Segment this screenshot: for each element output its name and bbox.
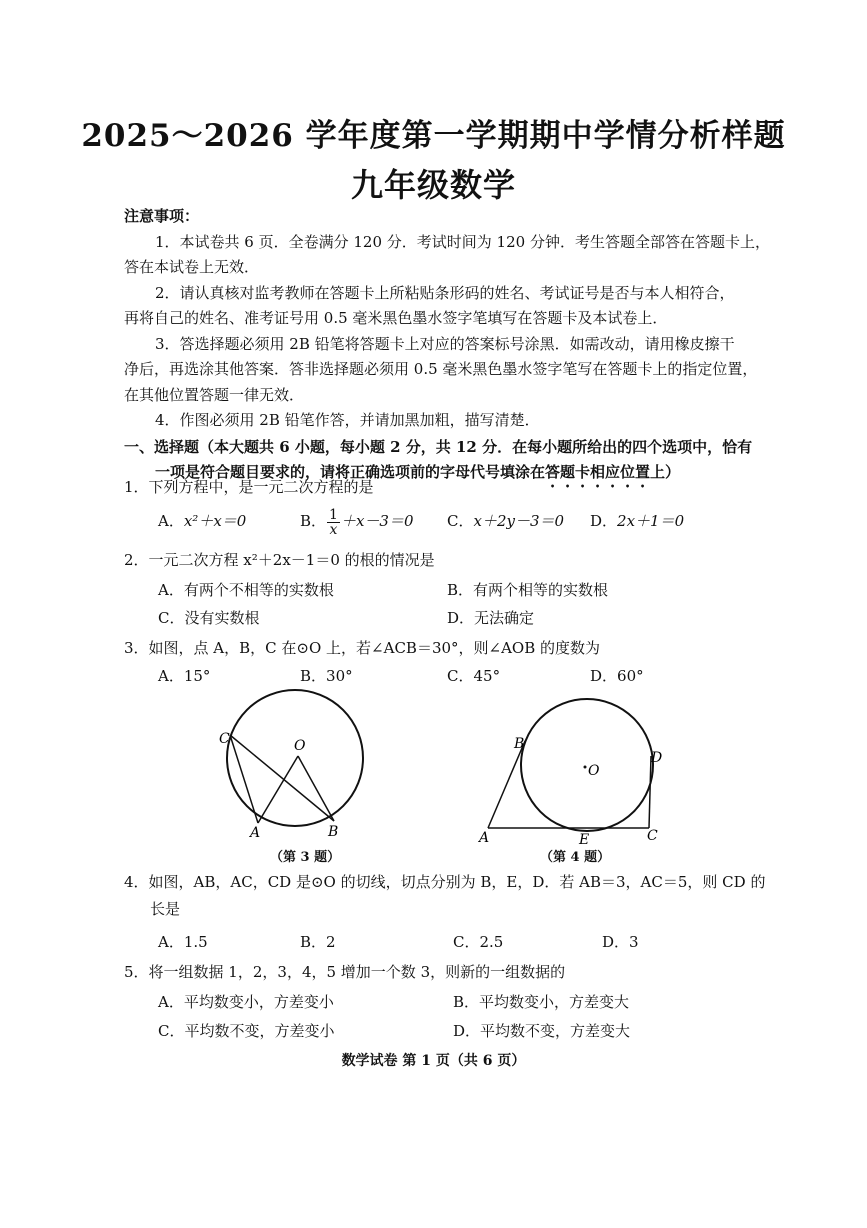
fig3-circle <box>227 690 363 826</box>
q1-option-a-letter: A． <box>158 512 184 530</box>
notice-3-line-1: 3．答选择题必须用 2B 铅笔将答题卡上对应的答案标号涂黑．如需改动，请用橡皮擦干 <box>155 335 735 353</box>
fig4-label-e: E <box>579 832 590 848</box>
fig3-label-o: O <box>294 738 306 754</box>
fig4-label-a: A <box>479 830 490 846</box>
fig4-tangent-ab <box>488 741 525 828</box>
fig4-tangent-cd <box>649 756 651 828</box>
notice-3-line-3: 在其他位置答题一律无效． <box>124 386 305 404</box>
fig3-label-c: C <box>219 731 230 747</box>
notice-1-line-2: 答在本试卷上无效． <box>124 258 260 276</box>
notice-1-line-1: 1．本试卷共 6 页．全卷满分 120 分．考试时间为 120 分钟．考生答题全部答在答题卡上， <box>155 233 770 251</box>
q5-option-b: B．平均数变小，方差变大 <box>453 993 630 1011</box>
fig4-label-d: D <box>651 750 663 766</box>
q5-option-d: D．平均数不变，方差变大 <box>453 1022 631 1040</box>
q3-stem: 3．如图，点 A，B，C 在⊙O 上，若∠ACB＝30°，则∠AOB 的度数为 <box>124 639 601 657</box>
q1-option-b <box>300 506 414 537</box>
fig4-label-o: O <box>588 763 600 779</box>
figure-4-caption: （第 4 题） <box>540 850 611 865</box>
fig4-center-dot <box>584 766 587 769</box>
fig4-circle <box>521 699 653 831</box>
notice-2-line-1: 2．请认真核对监考教师在答题卡上所粘贴条形码的姓名、考试证号是否与本人相符合， <box>155 284 735 302</box>
fig4-label-c: C <box>647 828 658 844</box>
q3-option-c: C．45° <box>447 667 501 685</box>
page-footer: 数学试卷 第 1 页（共 6 页） <box>341 1053 526 1069</box>
q2-stem: 2．一元二次方程 x²＋2x－1＝0 的根的情况是 <box>124 551 435 569</box>
exam-subtitle: 九年级数学 <box>350 166 516 204</box>
q4-option-a: A．1.5 <box>158 933 208 951</box>
q5-option-c: C．平均数不变，方差变小 <box>158 1022 335 1040</box>
q1-option-c <box>447 511 564 531</box>
q1-option-c-letter: C． <box>447 512 474 530</box>
q2-option-a: A．有两个不相等的实数根 <box>158 581 334 599</box>
q4-option-b: B．2 <box>300 933 336 951</box>
fig3-segment-ca <box>230 735 258 823</box>
fig3-segment-cb <box>230 735 334 821</box>
q3-option-a: A．15° <box>158 667 211 685</box>
q2-option-b: B．有两个相等的实数根 <box>447 581 609 599</box>
section-1-line-2-post: 上） <box>650 463 681 481</box>
notice-4-line-1: 4．作图必须用 2B 铅笔作答，并请加黑加粗，描写清楚． <box>155 411 540 429</box>
q1-fraction-denominator: x <box>329 521 338 538</box>
q1-option-a-expr: x²＋x＝0 <box>183 512 247 530</box>
q4-option-c: C．2.5 <box>453 933 504 951</box>
q2-option-c: C．没有实数根 <box>158 609 260 627</box>
q1-option-d-expr: 2x＋1＝0 <box>617 512 685 530</box>
q4-stem-line-2: 长是 <box>150 900 181 918</box>
q2-option-d: D．无法确定 <box>447 609 535 627</box>
fig4-label-b: B <box>514 736 525 752</box>
fig3-label-b: B <box>328 824 339 840</box>
q1-stem: 1．下列方程中，是一元二次方程的是 <box>124 478 374 496</box>
q1-option-b-expr: ＋x－3＝0 <box>340 512 414 530</box>
q1-fraction-numerator: 1 <box>329 506 338 523</box>
section-1-line-2-pre: 一项是符合题目要求的，请将正确选项前的字母代号填涂在 <box>155 463 546 481</box>
q4-option-d: D．3 <box>602 933 639 951</box>
q1-option-d <box>590 511 684 531</box>
q3-option-d: D．60° <box>590 667 644 685</box>
figure-3 <box>210 688 380 848</box>
notice-heading: 注意事项： <box>124 207 200 225</box>
section-1-line-1: 一、选择题（本大题共 6 小题，每小题 2 分，共 12 分．在每小题所给出的四个选项中，恰有 <box>124 438 753 456</box>
q3-option-b: B．30° <box>300 667 353 685</box>
figure-4 <box>474 690 674 850</box>
q1-option-d-letter: D． <box>590 512 618 530</box>
fig3-segment-ob <box>298 756 334 821</box>
q1-option-b-letter: B． <box>300 512 327 530</box>
notice-3-line-2: 净后，再选涂其他答案．答非选择题必须用 0.5 毫米黑色墨水签字笔写在答题卡上的指定位置， <box>124 360 758 378</box>
q5-stem: 5．将一组数据 1，2，3，4，5 增加一个数 3，则新的一组数据的 <box>124 963 566 981</box>
q4-stem-line-1: 4．如图，AB，AC，CD 是⊙O 的切线，切点分别为 B，E，D．若 AB＝3，AC＝5，则 CD 的 <box>124 873 766 891</box>
fig3-label-a: A <box>250 825 261 841</box>
notice-2-line-2: 再将自己的姓名、准考证号用 0.5 毫米黑色墨水签字笔填写在答题卡及本试卷上． <box>124 309 668 327</box>
section-1-emphasis: 答题卡相应位置 <box>545 463 651 481</box>
q1-option-b-fraction <box>327 508 340 537</box>
q1-option-c-expr: x＋2y－3＝0 <box>473 512 565 530</box>
q5-option-a: A．平均数变小，方差变小 <box>158 993 334 1011</box>
exam-title: 2025～2026 学年度第一学期期中学情分析样题 <box>81 118 786 154</box>
fig3-segment-oa <box>258 756 298 823</box>
figure-3-caption: （第 3 题） <box>270 850 341 865</box>
q1-option-a <box>158 511 246 531</box>
